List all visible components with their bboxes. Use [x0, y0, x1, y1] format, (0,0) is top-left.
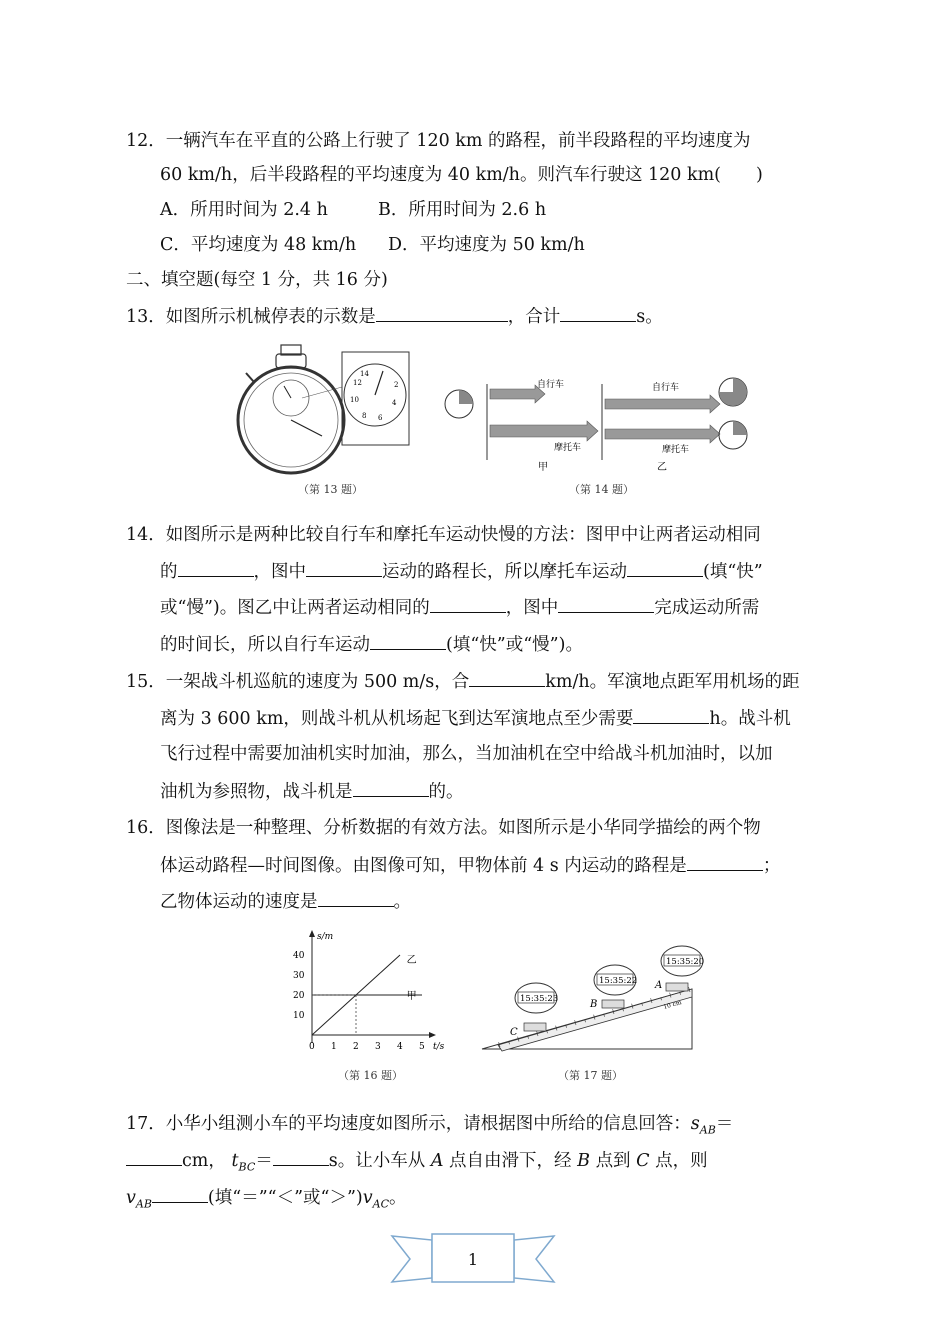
q17-text: 点，则	[655, 1151, 708, 1171]
q16-blank-2[interactable]	[318, 890, 394, 907]
panel-label-jia: 甲	[538, 462, 548, 473]
q17-line1	[126, 1113, 733, 1142]
q12-line1: 12．一辆汽车在平直的公路上行驶了 120 km 的路程，前半段路程的平均速度为	[126, 131, 751, 151]
q13-blank-1[interactable]	[376, 305, 508, 322]
q14-blank-2[interactable]	[306, 560, 382, 577]
q15-text: 离为 3 600 km，则战斗机从机场起飞到达军演地点至少需要	[160, 709, 634, 729]
q14-text: 的	[160, 562, 178, 582]
q14-blank-6[interactable]	[370, 633, 446, 650]
x-tick-label: 0	[309, 1042, 315, 1052]
dial-number-14: 14	[360, 370, 369, 378]
q17-text: 点自由滑下，经	[449, 1151, 572, 1171]
q14-line1: 14．如图所示是两种比较自行车和摩托车运动快慢的方法：图甲中让两者运动相同	[126, 525, 761, 545]
x-tick-label: 3	[375, 1042, 381, 1052]
q16-text: 。	[393, 892, 411, 912]
q14-blank-3[interactable]	[627, 560, 703, 577]
point-a-ref: A	[430, 1151, 444, 1171]
q17-blank-3[interactable]	[152, 1186, 208, 1203]
y-tick-label: 10	[293, 1011, 305, 1021]
q14-text: 完成运动所需	[654, 598, 760, 618]
q16-text: 体运动路程—时间图像。由图像可知，甲物体前 4 s 内运动的路程是	[160, 856, 687, 876]
q14-line4	[160, 633, 583, 656]
x-tick-label: 4	[397, 1042, 403, 1052]
dial-number-6: 6	[378, 414, 383, 422]
q15-line3: 飞行过程中需要加油机实时加油，那么，当加油机在空中给战斗机加油时，以加	[160, 744, 773, 764]
cart-b	[602, 1000, 624, 1008]
q14-blank-5[interactable]	[558, 596, 654, 613]
q17-period: 。	[389, 1188, 407, 1208]
caption-13: （第 13 题）	[298, 483, 363, 496]
dial-number-4: 4	[392, 399, 397, 407]
q17-blank-2[interactable]	[273, 1149, 329, 1166]
q14-text: 的时间长，所以自行车运动	[160, 635, 370, 655]
q13-text-mid: ，合计	[507, 307, 561, 327]
stopwatch-figure	[232, 340, 417, 485]
q14-blank-4[interactable]	[430, 596, 506, 613]
x-tick-label: 5	[419, 1042, 425, 1052]
chart-marks	[293, 951, 425, 1052]
q14-text: 或“慢”)。图乙中让两者运动相同的	[160, 598, 430, 618]
st-graph	[285, 925, 455, 1060]
series-label-yi: 乙	[406, 955, 417, 966]
bike-label-yi: 自行车	[652, 383, 680, 393]
q14-line2	[160, 560, 763, 583]
time-c: 15:35:23	[520, 994, 559, 1004]
sub-ab: AB	[699, 1123, 716, 1137]
x-axis-label: t/s	[433, 1042, 445, 1052]
time-b: 15:35:22	[599, 976, 638, 986]
q14-text: (填“快”	[703, 562, 763, 582]
page-number: 1	[467, 1250, 479, 1269]
cart-c	[524, 1023, 546, 1031]
q14-text: 运动的路程长，所以摩托车运动	[382, 562, 627, 582]
q17-eq: ＝	[715, 1114, 734, 1134]
ruler-unit: 10 cm	[662, 999, 683, 1011]
panel-label-yi: 乙	[657, 462, 667, 473]
dial-number-2: 2	[394, 381, 399, 389]
q15-text: 油机为参照物，战斗机是	[160, 782, 353, 802]
x-tick-label: 2	[353, 1042, 359, 1052]
q17-text: 17．小华小组测小车的平均速度如图所示，请根据图中所给的信息回答：	[126, 1114, 691, 1134]
dial-number-12: 12	[353, 379, 362, 387]
point-b-ref: B	[577, 1151, 590, 1171]
q12-option-b: B．所用时间为 2.6 h	[378, 200, 547, 220]
y-tick-label: 40	[293, 951, 305, 961]
q16-text: 乙物体运动的速度是	[160, 892, 318, 912]
q17-line2	[126, 1149, 708, 1179]
q16-line1: 16．图像法是一种整理、分析数据的有效方法。如图所示是小华同学描绘的两个物	[126, 818, 761, 838]
x-tick-label: 1	[331, 1042, 337, 1052]
sub-ab: AB	[135, 1197, 152, 1211]
q14-blank-1[interactable]	[178, 560, 254, 577]
y-tick-label: 20	[293, 991, 305, 1001]
q16-text: ；	[762, 856, 781, 876]
dial-number-8: 8	[362, 412, 367, 420]
q17-text: cm，	[182, 1151, 226, 1171]
q15-blank-3[interactable]	[353, 780, 429, 797]
q14-line3	[160, 596, 759, 619]
q15-text: 的。	[428, 782, 464, 802]
q16-line3	[160, 890, 411, 913]
q15-line2	[160, 707, 791, 730]
q12-option-a: A．所用时间为 2.4 h	[160, 200, 328, 220]
section-title: 二、填空题(每空 1 分，共 16 分)	[126, 270, 388, 290]
var-s: s	[690, 1114, 700, 1134]
q17-eq: ＝	[255, 1151, 273, 1171]
bike-moto-figure	[442, 360, 762, 475]
moto-label-yi: 摩托车	[662, 445, 690, 455]
q17-text: s。让小车从	[328, 1151, 426, 1171]
point-b: B	[590, 999, 598, 1010]
q12-option-c: C．平均速度为 48 km/h	[160, 235, 357, 255]
x-axis-arrow	[429, 1032, 436, 1038]
incline-figure	[478, 937, 705, 1057]
dial-number-10: 10	[350, 396, 359, 404]
point-c-ref: C	[636, 1151, 650, 1171]
q15-text: h。战斗机	[709, 709, 791, 729]
caption-14: （第 14 题）	[569, 483, 634, 496]
q15-blank-2[interactable]	[633, 707, 709, 724]
var-v: v	[362, 1188, 373, 1208]
point-a: A	[655, 980, 663, 991]
q13-line	[126, 305, 663, 328]
q13-text: 13．如图所示机械停表的示数是	[126, 307, 376, 327]
sub-bc: BC	[238, 1160, 256, 1174]
q15-text: 15．一架战斗机巡航的速度为 500 m/s，合	[126, 672, 470, 692]
y-tick-label: 30	[293, 971, 305, 981]
sub-ac: AC	[372, 1197, 390, 1211]
q14-text: (填“快”或“慢”)。	[446, 635, 583, 655]
series-label-jia: 甲	[406, 991, 417, 1002]
var-t: t	[231, 1151, 239, 1171]
y-axis-arrow	[309, 930, 315, 937]
q17-blank-1[interactable]	[126, 1149, 182, 1166]
cart-a	[666, 983, 688, 991]
caption-17: （第 17 题）	[558, 1069, 623, 1082]
moto-label-jia: 摩托车	[554, 443, 582, 453]
q13-blank-2[interactable]	[560, 305, 636, 322]
q15-line4	[160, 780, 464, 803]
point-c: C	[510, 1027, 518, 1038]
q13-text-post: s。	[636, 307, 663, 327]
y-axis-label: s/m	[317, 932, 334, 942]
q16-line2	[160, 854, 780, 877]
q12-option-d: D．平均速度为 50 km/h	[388, 235, 585, 255]
bike-label-jia: 自行车	[537, 380, 565, 390]
q17-text: 点到	[595, 1151, 631, 1171]
q12-line2: 60 km/h，后半段路程的平均速度为 40 km/h。则汽车行驶这 120 km( )	[160, 165, 763, 185]
q14-text: ，图中	[253, 562, 306, 582]
q15-text: km/h。军演地点距军用机场的距	[545, 672, 800, 692]
q14-text: ，图中	[505, 598, 559, 618]
q17-text: (填“＝”“＜”或“＞”)	[207, 1188, 363, 1208]
q15-blank-1[interactable]	[469, 670, 545, 687]
q17-line3	[126, 1186, 407, 1216]
q15-line1	[126, 670, 800, 693]
q16-blank-1[interactable]	[687, 854, 763, 871]
caption-16: （第 16 题）	[338, 1069, 403, 1082]
var-v: v	[126, 1188, 136, 1208]
time-a: 15:35:20	[666, 957, 705, 967]
